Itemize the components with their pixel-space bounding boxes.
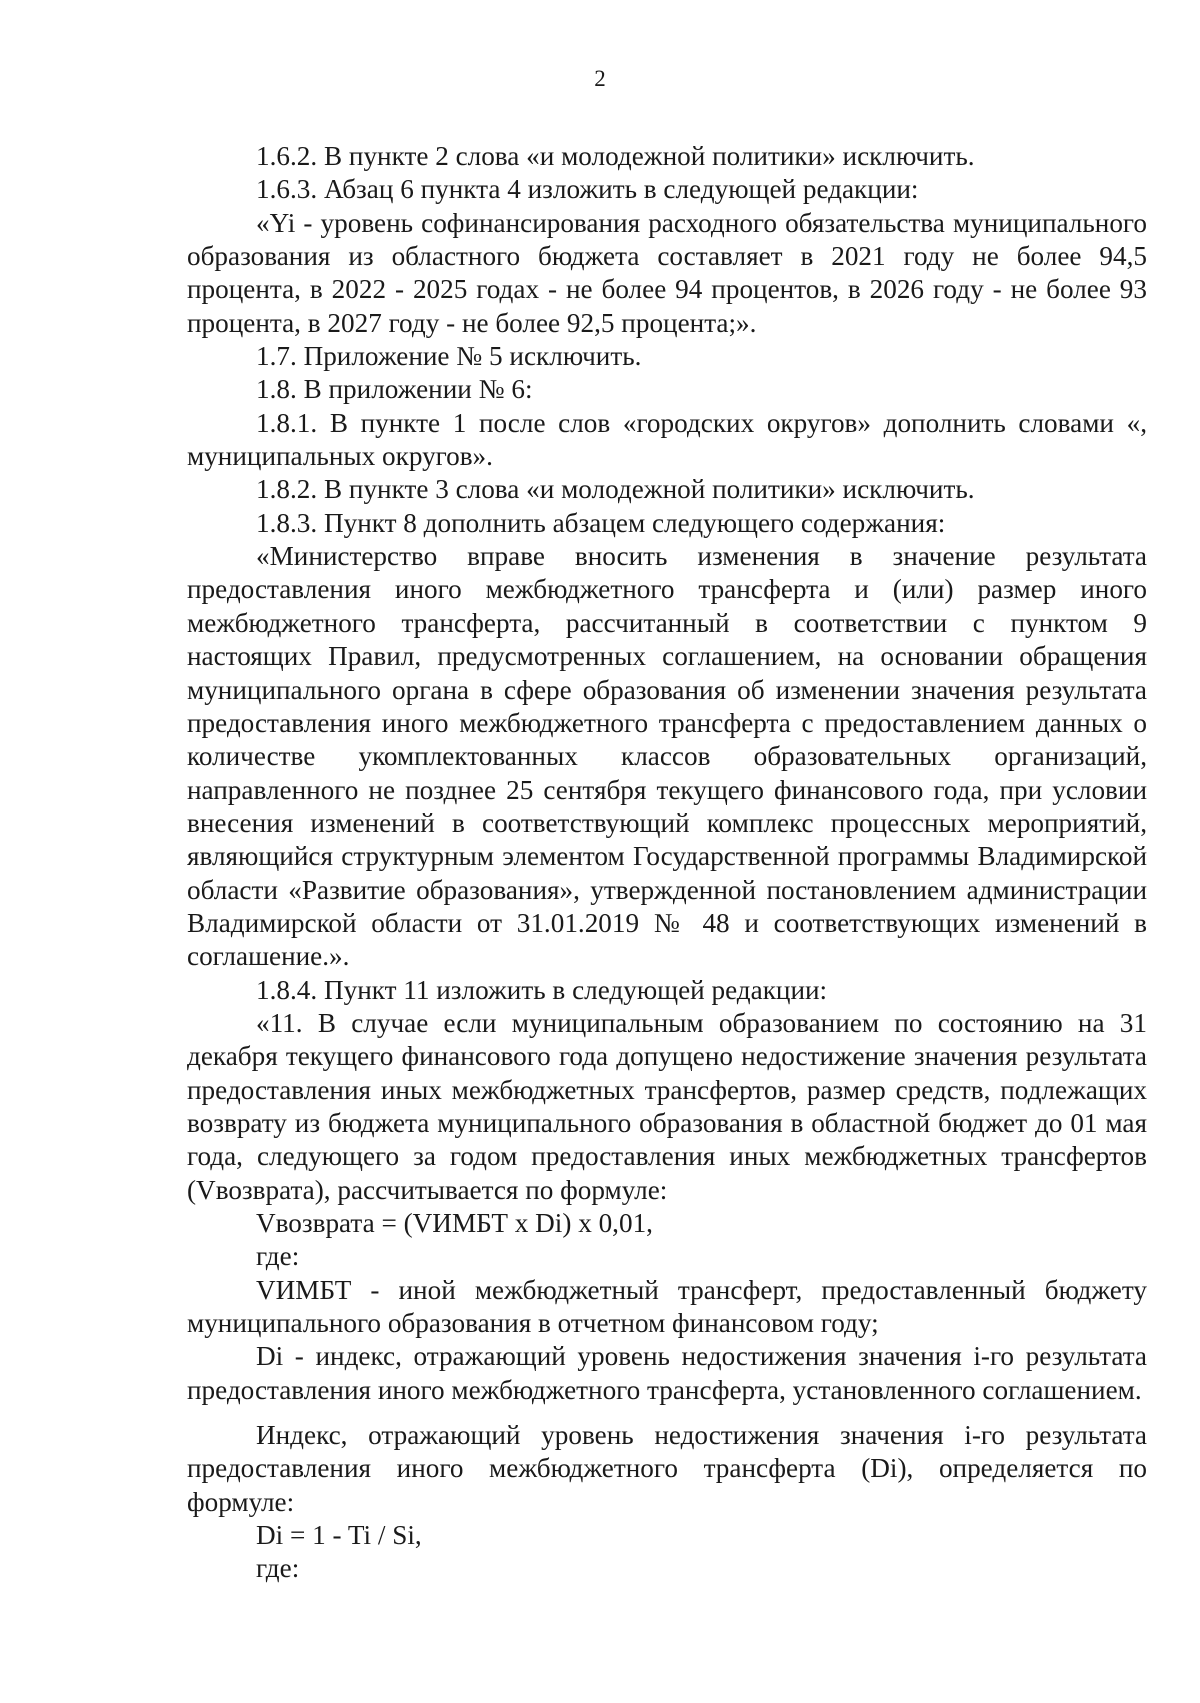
paragraph-1-8-4: 1.8.4. Пункт 11 изложить в следующей редакции: bbox=[256, 974, 828, 1005]
definition-di: Di - индекс, отражающий уровень недостижения значения i-го результата предоставления иного межбюджетного трансферта, установленного соглашением. bbox=[187, 1341, 1147, 1405]
paragraph-1-6-2: 1.6.2. В пункте 2 слова «и молодежной политики» исключить. bbox=[256, 141, 975, 171]
formula-where-1: где: bbox=[256, 1241, 300, 1272]
formula-where-2: где: bbox=[256, 1553, 300, 1584]
paragraph-1-8-1: 1.8.1. В пункте 1 после слов «городских округов» дополнить словами «, муниципальных округов». bbox=[187, 407, 1147, 472]
document-body bbox=[187, 140, 1147, 1586]
formula-v-return: Vвозврата = (VИМБТ x Di) x 0,01, bbox=[256, 1208, 653, 1238]
paragraph-ministry-rights: «Министерство вправе вносить изменения в значение результата предоставления иного межбюджетного трансферта и (или) размер иного межбюджетного трансферта, рассчитанный в соответствии с пунктом 9 настоящих Правил, предусмотренных соглашением, на основании обращения муниципального органа в сфере образования об изменении значения результата предоставления иного межбюджетного трансферта с предоставлением данных о количестве укомплектованных классов образовательных организаций, направленного не позднее 25 сентября текущего финансового года, при условии внесения изменений в соответствующий комплекс процессных мероприятий, являющийся структурным элементом Государственной программы Владимирской области «Развитие образования», утвержденной постановлением администрации Владимирской области от 31.01.2019 № 48 и соответствующих изменений в соглашение.». bbox=[187, 541, 1147, 972]
paragraph-1-6-3: 1.6.3. Абзац 6 пункта 4 изложить в следующей редакции: bbox=[256, 174, 919, 205]
page-number: 2 bbox=[594, 66, 606, 91]
paragraph-index-di: Индекс, отражающий уровень недостижения значения i-го результата предоставления иного межбюджетного трансферта (Di), определяется по формуле: bbox=[187, 1420, 1147, 1517]
paragraph-1-8: 1.8. В приложении № 6: bbox=[256, 374, 533, 405]
paragraph-1-8-3: 1.8.3. Пункт 8 дополнить абзацем следующего содержания: bbox=[256, 507, 946, 538]
formula-di: Di = 1 - Ti / Si, bbox=[256, 1520, 422, 1551]
paragraph-yi-definition: «Yi - уровень софинансирования расходного обязательства муниципального образования из областного бюджета составляет в 2021 году не более 94,5 процента, в 2022 - 2025 годах - не более 94 процентов, в 2026 году - не более 93 процента, в 2027 году - не более 92,5 процента;». bbox=[187, 207, 1147, 338]
paragraph-1-8-2: 1.8.2. В пункте 3 слова «и молодежной политики» исключить. bbox=[256, 474, 975, 505]
paragraph-clause-11: «11. В случае если муниципальным образованием по состоянию на 31 декабря текущего финансового года допущено недостижение значения результата предоставления иных межбюджетных трансфертов, размер средств, подлежащих возврату из бюджета муниципального образования в областной бюджет до 01 мая года, следующего за годом предоставления иных межбюджетных трансфертов (Vвозврата), рассчитывается по формуле: bbox=[187, 1007, 1147, 1205]
definition-vimbt: VИМБТ - иной межбюджетный трансферт, предоставленный бюджету муниципального образования в отчетном финансовом году; bbox=[187, 1274, 1147, 1339]
paragraph-1-7: 1.7. Приложение № 5 исключить. bbox=[256, 341, 642, 372]
